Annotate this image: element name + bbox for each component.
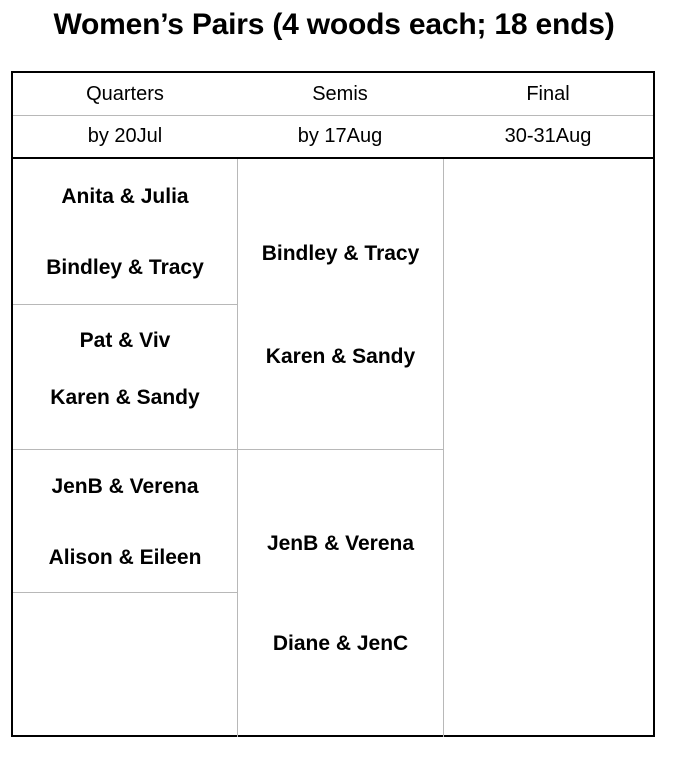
quarter-match-2 [13, 305, 237, 450]
team-name: Pat & Viv [79, 329, 171, 352]
team-name: Karen & Sandy [50, 386, 200, 409]
team-name: Diane & JenC [272, 632, 409, 655]
team-name: Bindley & Tracy [261, 242, 420, 265]
team-name: Anita & Julia [61, 185, 189, 208]
quarter-match-1 [13, 159, 237, 305]
round-header-row [13, 73, 653, 116]
date-quarters: by 20Jul [87, 125, 163, 147]
team-name: JenB & Verena [266, 532, 415, 555]
quarter-match-3 [13, 450, 237, 593]
page-title: Women’s Pairs (4 woods each; 18 ends) [53, 8, 615, 41]
date-header-row [13, 116, 653, 159]
header-quarters: Quarters [86, 82, 164, 105]
header-final: Final [526, 82, 570, 105]
team-name: Alison & Eileen [48, 546, 202, 569]
final-column [444, 159, 653, 737]
semis-column [238, 159, 444, 737]
date-final: 30-31Aug [504, 125, 592, 147]
quarter-match-4 [13, 593, 237, 737]
draw-body [13, 159, 653, 737]
semi-match-1 [238, 159, 443, 450]
date-semis: by 17Aug [297, 125, 383, 147]
quarters-column [13, 159, 238, 737]
draw-table [11, 71, 655, 737]
team-name: JenB & Verena [51, 475, 199, 498]
team-name: Karen & Sandy [265, 345, 416, 368]
team-name: Bindley & Tracy [46, 256, 204, 279]
header-semis: Semis [312, 82, 368, 105]
semi-match-2 [238, 450, 443, 737]
final-match [444, 159, 653, 737]
